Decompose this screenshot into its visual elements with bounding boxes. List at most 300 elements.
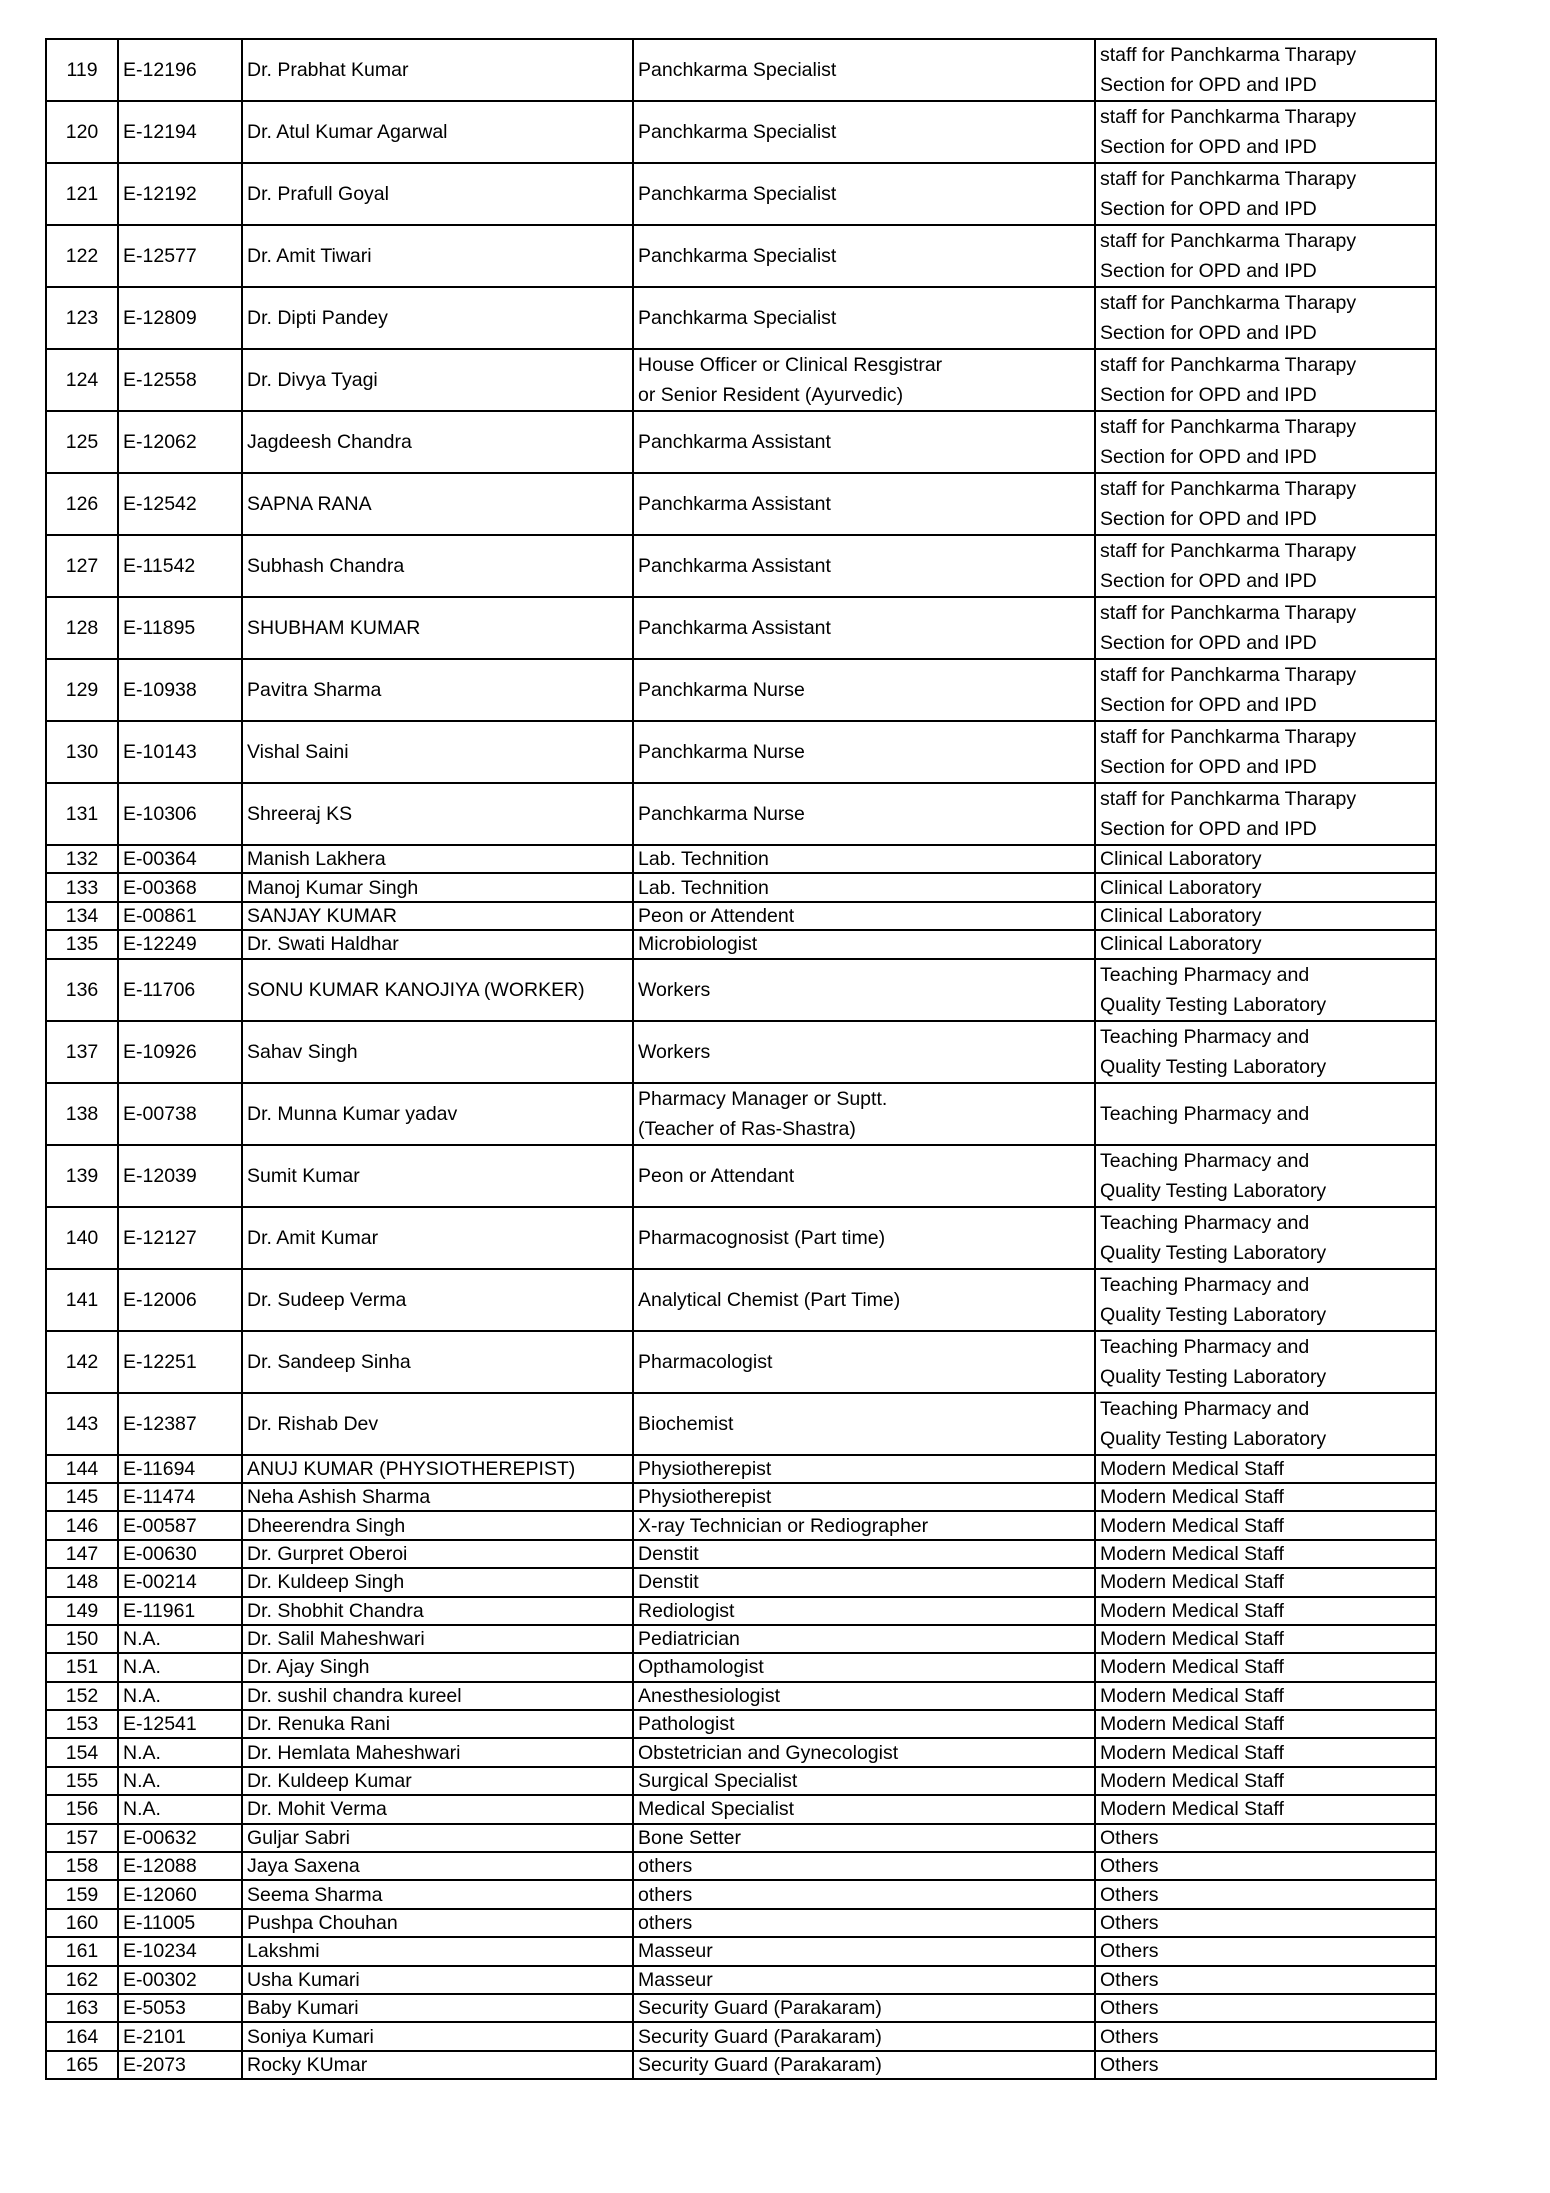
table-row <box>46 1540 1436 1568</box>
designation-cell <box>633 2022 1095 2050</box>
designation-cell-line: Panchkarma Specialist <box>638 59 837 81</box>
designation-cell <box>633 1145 1095 1207</box>
department-cell-line: Others <box>1100 1855 1159 1878</box>
designation-cell <box>633 349 1095 411</box>
table-row <box>46 1795 1436 1823</box>
employee-name-cell: Usha Kumari <box>242 1966 633 1994</box>
employee-name-cell: Guljar Sabri <box>242 1824 633 1852</box>
serial-number-cell: 163 <box>46 1994 118 2022</box>
designation-cell-line: Masseur <box>638 1968 713 1991</box>
designation-cell-line: Panchkarma Assistant <box>638 493 831 515</box>
employee-name-cell: Dr. Sandeep Sinha <box>242 1331 633 1393</box>
designation-cell <box>633 659 1095 721</box>
employee-name-cell: Subhash Chandra <box>242 535 633 597</box>
department-cell-line: Teaching Pharmacy and <box>1100 1211 1310 1234</box>
department-cell <box>1095 1710 1436 1738</box>
designation-cell <box>633 1852 1095 1880</box>
department-cell <box>1095 101 1436 163</box>
employee-code-cell: E-00738 <box>118 1083 242 1145</box>
serial-number-cell: 153 <box>46 1710 118 1738</box>
designation-cell-line: Panchkarma Nurse <box>638 803 805 825</box>
designation-cell <box>633 1483 1095 1511</box>
designation-cell-line: Panchkarma Specialist <box>638 245 837 267</box>
employee-code-cell: N.A. <box>118 1767 242 1795</box>
department-cell <box>1095 659 1436 721</box>
department-cell-line: Section for OPD and IPD <box>1100 260 1317 282</box>
department-cell <box>1095 1625 1436 1653</box>
designation-cell-line: Pharmacologist <box>638 1350 773 1373</box>
department-cell-line: Section for OPD and IPD <box>1100 384 1317 406</box>
employee-code-cell: E-10926 <box>118 1021 242 1083</box>
table-row <box>46 959 1436 1021</box>
designation-cell-line: or Senior Resident (Ayurvedic) <box>638 384 904 406</box>
employee-name-cell: Pavitra Sharma <box>242 659 633 721</box>
department-cell <box>1095 1393 1436 1455</box>
department-cell-line: Modern Medical Staff <box>1100 1741 1284 1764</box>
table-row <box>46 225 1436 287</box>
table-row <box>46 1021 1436 1083</box>
serial-number-cell: 127 <box>46 535 118 597</box>
designation-cell <box>633 163 1095 225</box>
department-cell-line: Teaching Pharmacy and <box>1100 1397 1310 1420</box>
table-row <box>46 930 1436 958</box>
designation-cell-line: Panchkarma Specialist <box>638 121 837 143</box>
designation-cell <box>633 287 1095 349</box>
serial-number-cell: 125 <box>46 411 118 473</box>
employee-name-cell: Dr. Hemlata Maheshwari <box>242 1738 633 1766</box>
department-cell-line: staff for Panchkarma Tharapy <box>1100 354 1357 376</box>
employee-name-cell: Dr. Salil Maheshwari <box>242 1625 633 1653</box>
employee-code-cell: N.A. <box>118 1738 242 1766</box>
employee-code-cell: E-2073 <box>118 2051 242 2079</box>
table-row <box>46 1145 1436 1207</box>
employee-name-cell: Dr. Gurpret Oberoi <box>242 1540 633 1568</box>
serial-number-cell: 122 <box>46 225 118 287</box>
serial-number-cell: 155 <box>46 1767 118 1795</box>
department-cell <box>1095 535 1436 597</box>
table-row <box>46 1393 1436 1455</box>
department-cell-line: staff for Panchkarma Tharapy <box>1100 540 1357 562</box>
employee-code-cell: E-12558 <box>118 349 242 411</box>
employee-code-cell: E-00630 <box>118 1540 242 1568</box>
employee-name-cell: Manoj Kumar Singh <box>242 873 633 901</box>
serial-number-cell: 135 <box>46 930 118 958</box>
table-row <box>46 1738 1436 1766</box>
department-cell-line: staff for Panchkarma Tharapy <box>1100 292 1357 314</box>
serial-number-cell: 121 <box>46 163 118 225</box>
employee-code-cell: E-12194 <box>118 101 242 163</box>
designation-cell-line: Rediologist <box>638 1599 735 1622</box>
employee-name-cell: Dr. Ajay Singh <box>242 1653 633 1681</box>
employee-name-cell: Dr. Rishab Dev <box>242 1393 633 1455</box>
department-cell <box>1095 411 1436 473</box>
department-cell-line: Modern Medical Staff <box>1100 1599 1284 1622</box>
table-row <box>46 2022 1436 2050</box>
employee-code-cell: E-00861 <box>118 902 242 930</box>
serial-number-cell: 151 <box>46 1653 118 1681</box>
department-cell-line: Quality Testing Laboratory <box>1100 1427 1327 1450</box>
table-row <box>46 1710 1436 1738</box>
department-cell-line: Quality Testing Laboratory <box>1100 1365 1327 1388</box>
designation-cell <box>633 1880 1095 1908</box>
department-cell-line: Modern Medical Staff <box>1100 1713 1284 1736</box>
department-cell-line: Section for OPD and IPD <box>1100 632 1317 654</box>
table-row <box>46 39 1436 101</box>
employee-code-cell: E-11542 <box>118 535 242 597</box>
employee-code-cell: E-12542 <box>118 473 242 535</box>
designation-cell-line: others <box>638 1883 693 1906</box>
department-cell <box>1095 597 1436 659</box>
department-cell <box>1095 2022 1436 2050</box>
serial-number-cell: 161 <box>46 1937 118 1965</box>
employee-name-cell: Dheerendra Singh <box>242 1511 633 1539</box>
employee-name-cell: Jagdeesh Chandra <box>242 411 633 473</box>
table-row <box>46 1483 1436 1511</box>
designation-cell <box>633 721 1095 783</box>
staff-table <box>45 38 1437 2080</box>
department-cell-line: Others <box>1100 1940 1159 1963</box>
employee-name-cell: Shreeraj KS <box>242 783 633 845</box>
serial-number-cell: 165 <box>46 2051 118 2079</box>
department-cell-line: Section for OPD and IPD <box>1100 322 1317 344</box>
department-cell-line: Teaching Pharmacy and <box>1100 963 1310 986</box>
serial-number-cell: 150 <box>46 1625 118 1653</box>
employee-name-cell: Seema Sharma <box>242 1880 633 1908</box>
table-row <box>46 1767 1436 1795</box>
employee-name-cell: Dr. Sudeep Verma <box>242 1269 633 1331</box>
employee-name-cell: Pushpa Chouhan <box>242 1909 633 1937</box>
designation-cell <box>633 225 1095 287</box>
department-cell-line: Quality Testing Laboratory <box>1100 1241 1327 1264</box>
table-row <box>46 721 1436 783</box>
department-cell <box>1095 287 1436 349</box>
employee-name-cell: ANUJ KUMAR (PHYSIOTHEREPIST) <box>242 1455 633 1483</box>
table-row <box>46 535 1436 597</box>
table-row <box>46 163 1436 225</box>
department-cell <box>1095 1682 1436 1710</box>
designation-cell <box>633 1966 1095 1994</box>
employee-code-cell: N.A. <box>118 1795 242 1823</box>
department-cell <box>1095 959 1436 1021</box>
serial-number-cell: 133 <box>46 873 118 901</box>
employee-name-cell: Dr. sushil chandra kureel <box>242 1682 633 1710</box>
department-cell-line: staff for Panchkarma Tharapy <box>1100 726 1357 748</box>
department-cell <box>1095 1269 1436 1331</box>
department-cell <box>1095 1767 1436 1795</box>
table-row <box>46 597 1436 659</box>
employee-name-cell: SHUBHAM KUMAR <box>242 597 633 659</box>
designation-cell-line: Masseur <box>638 1940 713 1963</box>
department-cell-line: staff for Panchkarma Tharapy <box>1100 788 1357 810</box>
employee-code-cell: E-00302 <box>118 1966 242 1994</box>
designation-cell <box>633 1393 1095 1455</box>
department-cell-line: Teaching Pharmacy and <box>1100 1149 1310 1172</box>
serial-number-cell: 119 <box>46 39 118 101</box>
department-cell-line: Modern Medical Staff <box>1100 1486 1284 1509</box>
employee-code-cell: E-12541 <box>118 1710 242 1738</box>
employee-code-cell: E-12192 <box>118 163 242 225</box>
department-cell <box>1095 1880 1436 1908</box>
department-cell <box>1095 1966 1436 1994</box>
table-row <box>46 1331 1436 1393</box>
employee-name-cell: Dr. Amit Tiwari <box>242 225 633 287</box>
department-cell-line: Clinical Laboratory <box>1100 848 1262 871</box>
designation-cell-line: Pediatrician <box>638 1628 740 1651</box>
serial-number-cell: 164 <box>46 2022 118 2050</box>
designation-cell-line: X-ray Technician or Rediographer <box>638 1514 929 1537</box>
department-cell-line: staff for Panchkarma Tharapy <box>1100 416 1357 438</box>
designation-cell-line: Denstit <box>638 1542 699 1565</box>
designation-cell <box>633 1511 1095 1539</box>
department-cell-line: Modern Medical Staff <box>1100 1684 1284 1707</box>
designation-cell <box>633 1824 1095 1852</box>
employee-name-cell: Soniya Kumari <box>242 2022 633 2050</box>
department-cell-line: Teaching Pharmacy and <box>1100 1273 1310 1296</box>
department-cell <box>1095 1795 1436 1823</box>
department-cell-line: Teaching Pharmacy and <box>1100 1335 1310 1358</box>
table-row <box>46 1083 1436 1145</box>
employee-name-cell: Dr. Prabhat Kumar <box>242 39 633 101</box>
department-cell-line: Others <box>1100 1997 1159 2020</box>
employee-name-cell: Dr. Munna Kumar yadav <box>242 1083 633 1145</box>
employee-code-cell: E-10143 <box>118 721 242 783</box>
employee-code-cell: E-10306 <box>118 783 242 845</box>
employee-code-cell: E-12577 <box>118 225 242 287</box>
designation-cell-line: Security Guard (Parakaram) <box>638 1997 882 2020</box>
department-cell-line: staff for Panchkarma Tharapy <box>1100 44 1357 66</box>
employee-name-cell: Manish Lakhera <box>242 845 633 873</box>
designation-cell-line: Pathologist <box>638 1713 735 1736</box>
table-row <box>46 1880 1436 1908</box>
serial-number-cell: 126 <box>46 473 118 535</box>
designation-cell-line: Microbiologist <box>638 933 758 956</box>
designation-cell-line: Panchkarma Specialist <box>638 307 837 329</box>
table-row <box>46 1937 1436 1965</box>
employee-name-cell: Vishal Saini <box>242 721 633 783</box>
designation-cell <box>633 845 1095 873</box>
serial-number-cell: 138 <box>46 1083 118 1145</box>
designation-cell-line: Obstetrician and Gynecologist <box>638 1741 899 1764</box>
table-row <box>46 473 1436 535</box>
employee-name-cell: Dr. Shobhit Chandra <box>242 1597 633 1625</box>
department-cell <box>1095 473 1436 535</box>
designation-cell-line: Physiotherepist <box>638 1486 772 1509</box>
department-cell-line: Quality Testing Laboratory <box>1100 1303 1327 1326</box>
designation-cell <box>633 1767 1095 1795</box>
serial-number-cell: 149 <box>46 1597 118 1625</box>
designation-cell-line: Panchkarma Assistant <box>638 555 831 577</box>
department-cell-line: Others <box>1100 2053 1159 2076</box>
designation-cell <box>633 1625 1095 1653</box>
serial-number-cell: 146 <box>46 1511 118 1539</box>
employee-code-cell: E-11961 <box>118 1597 242 1625</box>
serial-number-cell: 120 <box>46 101 118 163</box>
employee-code-cell: E-12039 <box>118 1145 242 1207</box>
department-cell <box>1095 1483 1436 1511</box>
table-row <box>46 1568 1436 1596</box>
serial-number-cell: 162 <box>46 1966 118 1994</box>
table-row <box>46 1597 1436 1625</box>
department-cell-line: Teaching Pharmacy and <box>1100 1025 1310 1048</box>
designation-cell-line: Panchkarma Specialist <box>638 183 837 205</box>
serial-number-cell: 129 <box>46 659 118 721</box>
table-row <box>46 1852 1436 1880</box>
designation-cell <box>633 1568 1095 1596</box>
designation-cell-line: Analytical Chemist (Part Time) <box>638 1288 901 1311</box>
designation-cell <box>633 411 1095 473</box>
employee-code-cell: E-12127 <box>118 1207 242 1269</box>
employee-name-cell: Jaya Saxena <box>242 1852 633 1880</box>
employee-name-cell: SANJAY KUMAR <box>242 902 633 930</box>
table-row <box>46 287 1436 349</box>
employee-code-cell: E-10234 <box>118 1937 242 1965</box>
serial-number-cell: 152 <box>46 1682 118 1710</box>
employee-code-cell: E-00364 <box>118 845 242 873</box>
department-cell-line: Others <box>1100 1826 1159 1849</box>
department-cell-line: Modern Medical Staff <box>1100 1542 1284 1565</box>
designation-cell <box>633 1682 1095 1710</box>
serial-number-cell: 144 <box>46 1455 118 1483</box>
department-cell-line: Section for OPD and IPD <box>1100 136 1317 158</box>
employee-code-cell: E-2101 <box>118 2022 242 2050</box>
designation-cell <box>633 783 1095 845</box>
department-cell <box>1095 1207 1436 1269</box>
employee-code-cell: N.A. <box>118 1682 242 1710</box>
designation-cell <box>633 1083 1095 1145</box>
department-cell-line: Section for OPD and IPD <box>1100 694 1317 716</box>
employee-code-cell: E-00214 <box>118 1568 242 1596</box>
designation-cell <box>633 1653 1095 1681</box>
department-cell <box>1095 39 1436 101</box>
designation-cell <box>633 535 1095 597</box>
serial-number-cell: 145 <box>46 1483 118 1511</box>
serial-number-cell: 156 <box>46 1795 118 1823</box>
employee-name-cell: Dr. Dipti Pandey <box>242 287 633 349</box>
designation-cell <box>633 2051 1095 2079</box>
employee-name-cell: Dr. Mohit Verma <box>242 1795 633 1823</box>
designation-cell <box>633 1738 1095 1766</box>
employee-name-cell: Rocky KUmar <box>242 2051 633 2079</box>
department-cell-line: Clinical Laboratory <box>1100 876 1262 899</box>
department-cell <box>1095 1511 1436 1539</box>
employee-code-cell: E-12196 <box>118 39 242 101</box>
table-row <box>46 1682 1436 1710</box>
department-cell-line: Modern Medical Staff <box>1100 1457 1284 1480</box>
employee-name-cell: Sahav Singh <box>242 1021 633 1083</box>
designation-cell-line: Opthamologist <box>638 1656 764 1679</box>
department-cell-line: Quality Testing Laboratory <box>1100 1179 1327 1202</box>
table-row <box>46 873 1436 901</box>
table-row <box>46 1653 1436 1681</box>
table-row <box>46 1909 1436 1937</box>
designation-cell <box>633 101 1095 163</box>
department-cell <box>1095 873 1436 901</box>
designation-cell <box>633 1455 1095 1483</box>
department-cell-line: Section for OPD and IPD <box>1100 198 1317 220</box>
table-row <box>46 845 1436 873</box>
serial-number-cell: 148 <box>46 1568 118 1596</box>
department-cell <box>1095 349 1436 411</box>
employee-code-cell: E-00587 <box>118 1511 242 1539</box>
department-cell-line: Section for OPD and IPD <box>1100 756 1317 778</box>
employee-code-cell: E-12088 <box>118 1852 242 1880</box>
department-cell <box>1095 1083 1436 1145</box>
department-cell-line: Modern Medical Staff <box>1100 1798 1284 1821</box>
designation-cell <box>633 597 1095 659</box>
designation-cell-line: Bone Setter <box>638 1826 741 1849</box>
employee-name-cell: Neha Ashish Sharma <box>242 1483 633 1511</box>
department-cell-line: staff for Panchkarma Tharapy <box>1100 664 1357 686</box>
designation-cell-line: Security Guard (Parakaram) <box>638 2025 882 2048</box>
employee-name-cell: Dr. Divya Tyagi <box>242 349 633 411</box>
department-cell-line: staff for Panchkarma Tharapy <box>1100 168 1357 190</box>
department-cell-line: Clinical Laboratory <box>1100 933 1262 956</box>
employee-code-cell: E-00368 <box>118 873 242 901</box>
serial-number-cell: 159 <box>46 1880 118 1908</box>
serial-number-cell: 139 <box>46 1145 118 1207</box>
employee-name-cell: Dr. Prafull Goyal <box>242 163 633 225</box>
department-cell-line: Section for OPD and IPD <box>1100 446 1317 468</box>
department-cell <box>1095 1852 1436 1880</box>
employee-name-cell: SAPNA RANA <box>242 473 633 535</box>
employee-code-cell: E-11706 <box>118 959 242 1021</box>
employee-code-cell: E-12062 <box>118 411 242 473</box>
designation-cell-line: Panchkarma Nurse <box>638 679 805 701</box>
employee-code-cell: E-5053 <box>118 1994 242 2022</box>
department-cell-line: Section for OPD and IPD <box>1100 74 1317 96</box>
table-row <box>46 101 1436 163</box>
serial-number-cell: 128 <box>46 597 118 659</box>
department-cell <box>1095 845 1436 873</box>
designation-cell <box>633 39 1095 101</box>
department-cell <box>1095 1597 1436 1625</box>
designation-cell-line: Biochemist <box>638 1412 734 1435</box>
department-cell-line: Clinical Laboratory <box>1100 904 1262 927</box>
serial-number-cell: 141 <box>46 1269 118 1331</box>
department-cell-line: Others <box>1100 1883 1159 1906</box>
department-cell-line: Others <box>1100 1912 1159 1934</box>
employee-name-cell: Dr. Kuldeep Singh <box>242 1568 633 1596</box>
table-row <box>46 1455 1436 1483</box>
designation-cell-line: Pharmacognosist (Part time) <box>638 1226 886 1249</box>
designation-cell-line: Denstit <box>638 1571 699 1594</box>
designation-cell <box>633 1994 1095 2022</box>
department-cell <box>1095 1331 1436 1393</box>
employee-name-cell: Dr. Atul Kumar Agarwal <box>242 101 633 163</box>
designation-cell <box>633 1207 1095 1269</box>
serial-number-cell: 140 <box>46 1207 118 1269</box>
designation-cell-line: others <box>638 1912 693 1934</box>
department-cell-line: Others <box>1100 1968 1159 1991</box>
designation-cell <box>633 930 1095 958</box>
designation-cell <box>633 1597 1095 1625</box>
designation-cell-line: Workers <box>638 978 711 1001</box>
department-cell <box>1095 225 1436 287</box>
department-cell <box>1095 783 1436 845</box>
department-cell <box>1095 1653 1436 1681</box>
table-row <box>46 411 1436 473</box>
employee-code-cell: E-12251 <box>118 1331 242 1393</box>
employee-code-cell: E-11474 <box>118 1483 242 1511</box>
employee-name-cell: Dr. Renuka Rani <box>242 1710 633 1738</box>
designation-cell <box>633 873 1095 901</box>
employee-name-cell: Dr. Amit Kumar <box>242 1207 633 1269</box>
department-cell <box>1095 1455 1436 1483</box>
designation-cell-line: Panchkarma Assistant <box>638 617 831 639</box>
department-cell-line: Others <box>1100 2025 1159 2048</box>
employee-name-cell: Sumit Kumar <box>242 1145 633 1207</box>
designation-cell-line: Peon or Attendant <box>638 1164 795 1187</box>
